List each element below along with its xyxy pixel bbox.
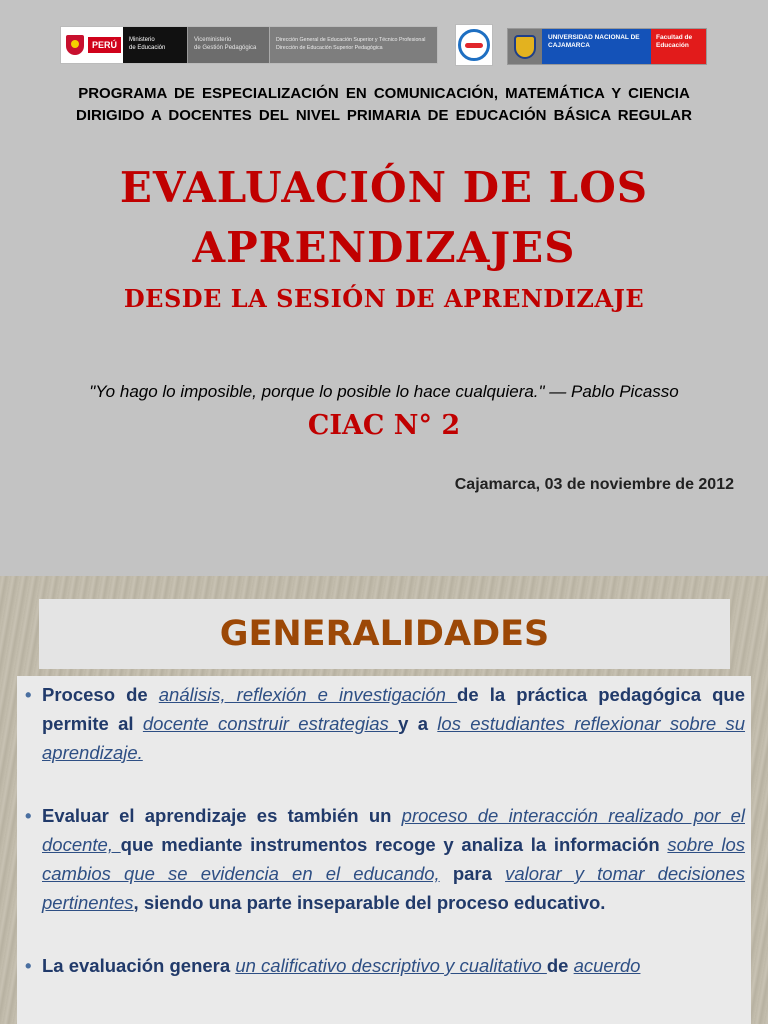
slide-title — [0, 158, 768, 278]
university-crest — [508, 29, 542, 64]
heading-box — [39, 599, 730, 669]
underlined-phrase: análisis, reflexión e investigación — [158, 684, 458, 705]
place-and-date: Cajamarca, 03 de noviembre de 2012 — [454, 476, 734, 493]
underlined-phrase: los estudiantes reflexionar sobre su aprendizaje. — [42, 713, 746, 763]
viceministerio-label: Viceministerio de Gestión Pedagógica — [187, 27, 269, 63]
bullet-item: • La evaluación genera un calificativo descriptivo y cualitativo de acuerdo — [23, 951, 745, 980]
title-line-1: EVALUACIÓN DE LOS — [119, 163, 649, 212]
underlined-phrase: sobre los cambios que se evidencia en el educando, — [42, 834, 746, 884]
content-box — [17, 676, 751, 1024]
picasso-quote: "Yo hago lo imposible, porque lo posible lo hace cualquiera." — Pablo Picasso — [89, 382, 679, 401]
national-shield-icon — [64, 33, 86, 57]
ministerio-label: Ministerio de Educación — [123, 27, 187, 63]
generalidades-slide — [0, 576, 768, 1024]
ministry-logo-bar — [60, 26, 438, 64]
underlined-phrase: proceso de interacción realizado por el docente, — [42, 805, 745, 855]
faculty-name: Facultad de Educación — [651, 29, 706, 64]
bullet-item: • Proceso de análisis, reflexión e investigación de la práctica pedagógica que permite al docente construir estrategias y a los estudiantes reflexionar sobre su aprendizaje. — [23, 680, 745, 767]
title-line-2: APRENDIZAJES — [192, 223, 576, 272]
underlined-phrase: valorar y tomar decisiones pertinentes — [42, 863, 746, 913]
slide-subtitle: DESDE LA SESIÓN DE APRENDIZAJE — [123, 284, 645, 313]
ciac-number: CIAC N° 2 — [307, 410, 461, 441]
peru-logo — [61, 27, 123, 63]
peru-tag: PERÚ — [88, 37, 121, 53]
underlined-phrase: acuerdo — [573, 955, 641, 976]
program-line-1: PROGRAMA DE ESPECIALIZACIÓN EN COMUNICACIÓN, MATEMÁTICA Y CIENCIA — [78, 85, 690, 102]
program-description — [20, 83, 748, 127]
university-name: UNIVERSIDAD NACIONAL DE CAJAMARCA — [542, 29, 651, 64]
education-program-logo — [455, 24, 493, 66]
underlined-phrase: docente construir estrategias — [142, 713, 399, 734]
education-round-icon — [458, 29, 490, 61]
bullet-item: • Evaluar el aprendizaje es también un proceso de interacción realizado por el docente, que mediante instrumentos recoge y analiza la información sobre los cambios que se evidencia en el educando, para valorar y tomar decisiones pertinentes, siendo una parte inseparable del proceso educativo. — [23, 801, 745, 917]
program-line-2: DIRIGIDO A DOCENTES DEL NIVEL PRIMARIA DE EDUCACIÓN BÁSICA REGULAR — [76, 107, 692, 124]
university-logo — [507, 28, 707, 65]
direccion-label: Dirección General de Educación Superior y Técnico Profesional Dirección de Educación Superior Pedagógica — [269, 27, 437, 63]
section-heading: GENERALIDADES — [219, 614, 550, 654]
crest-icon — [514, 35, 536, 59]
underlined-phrase: un calificativo descriptivo y cualitativo — [235, 955, 547, 976]
